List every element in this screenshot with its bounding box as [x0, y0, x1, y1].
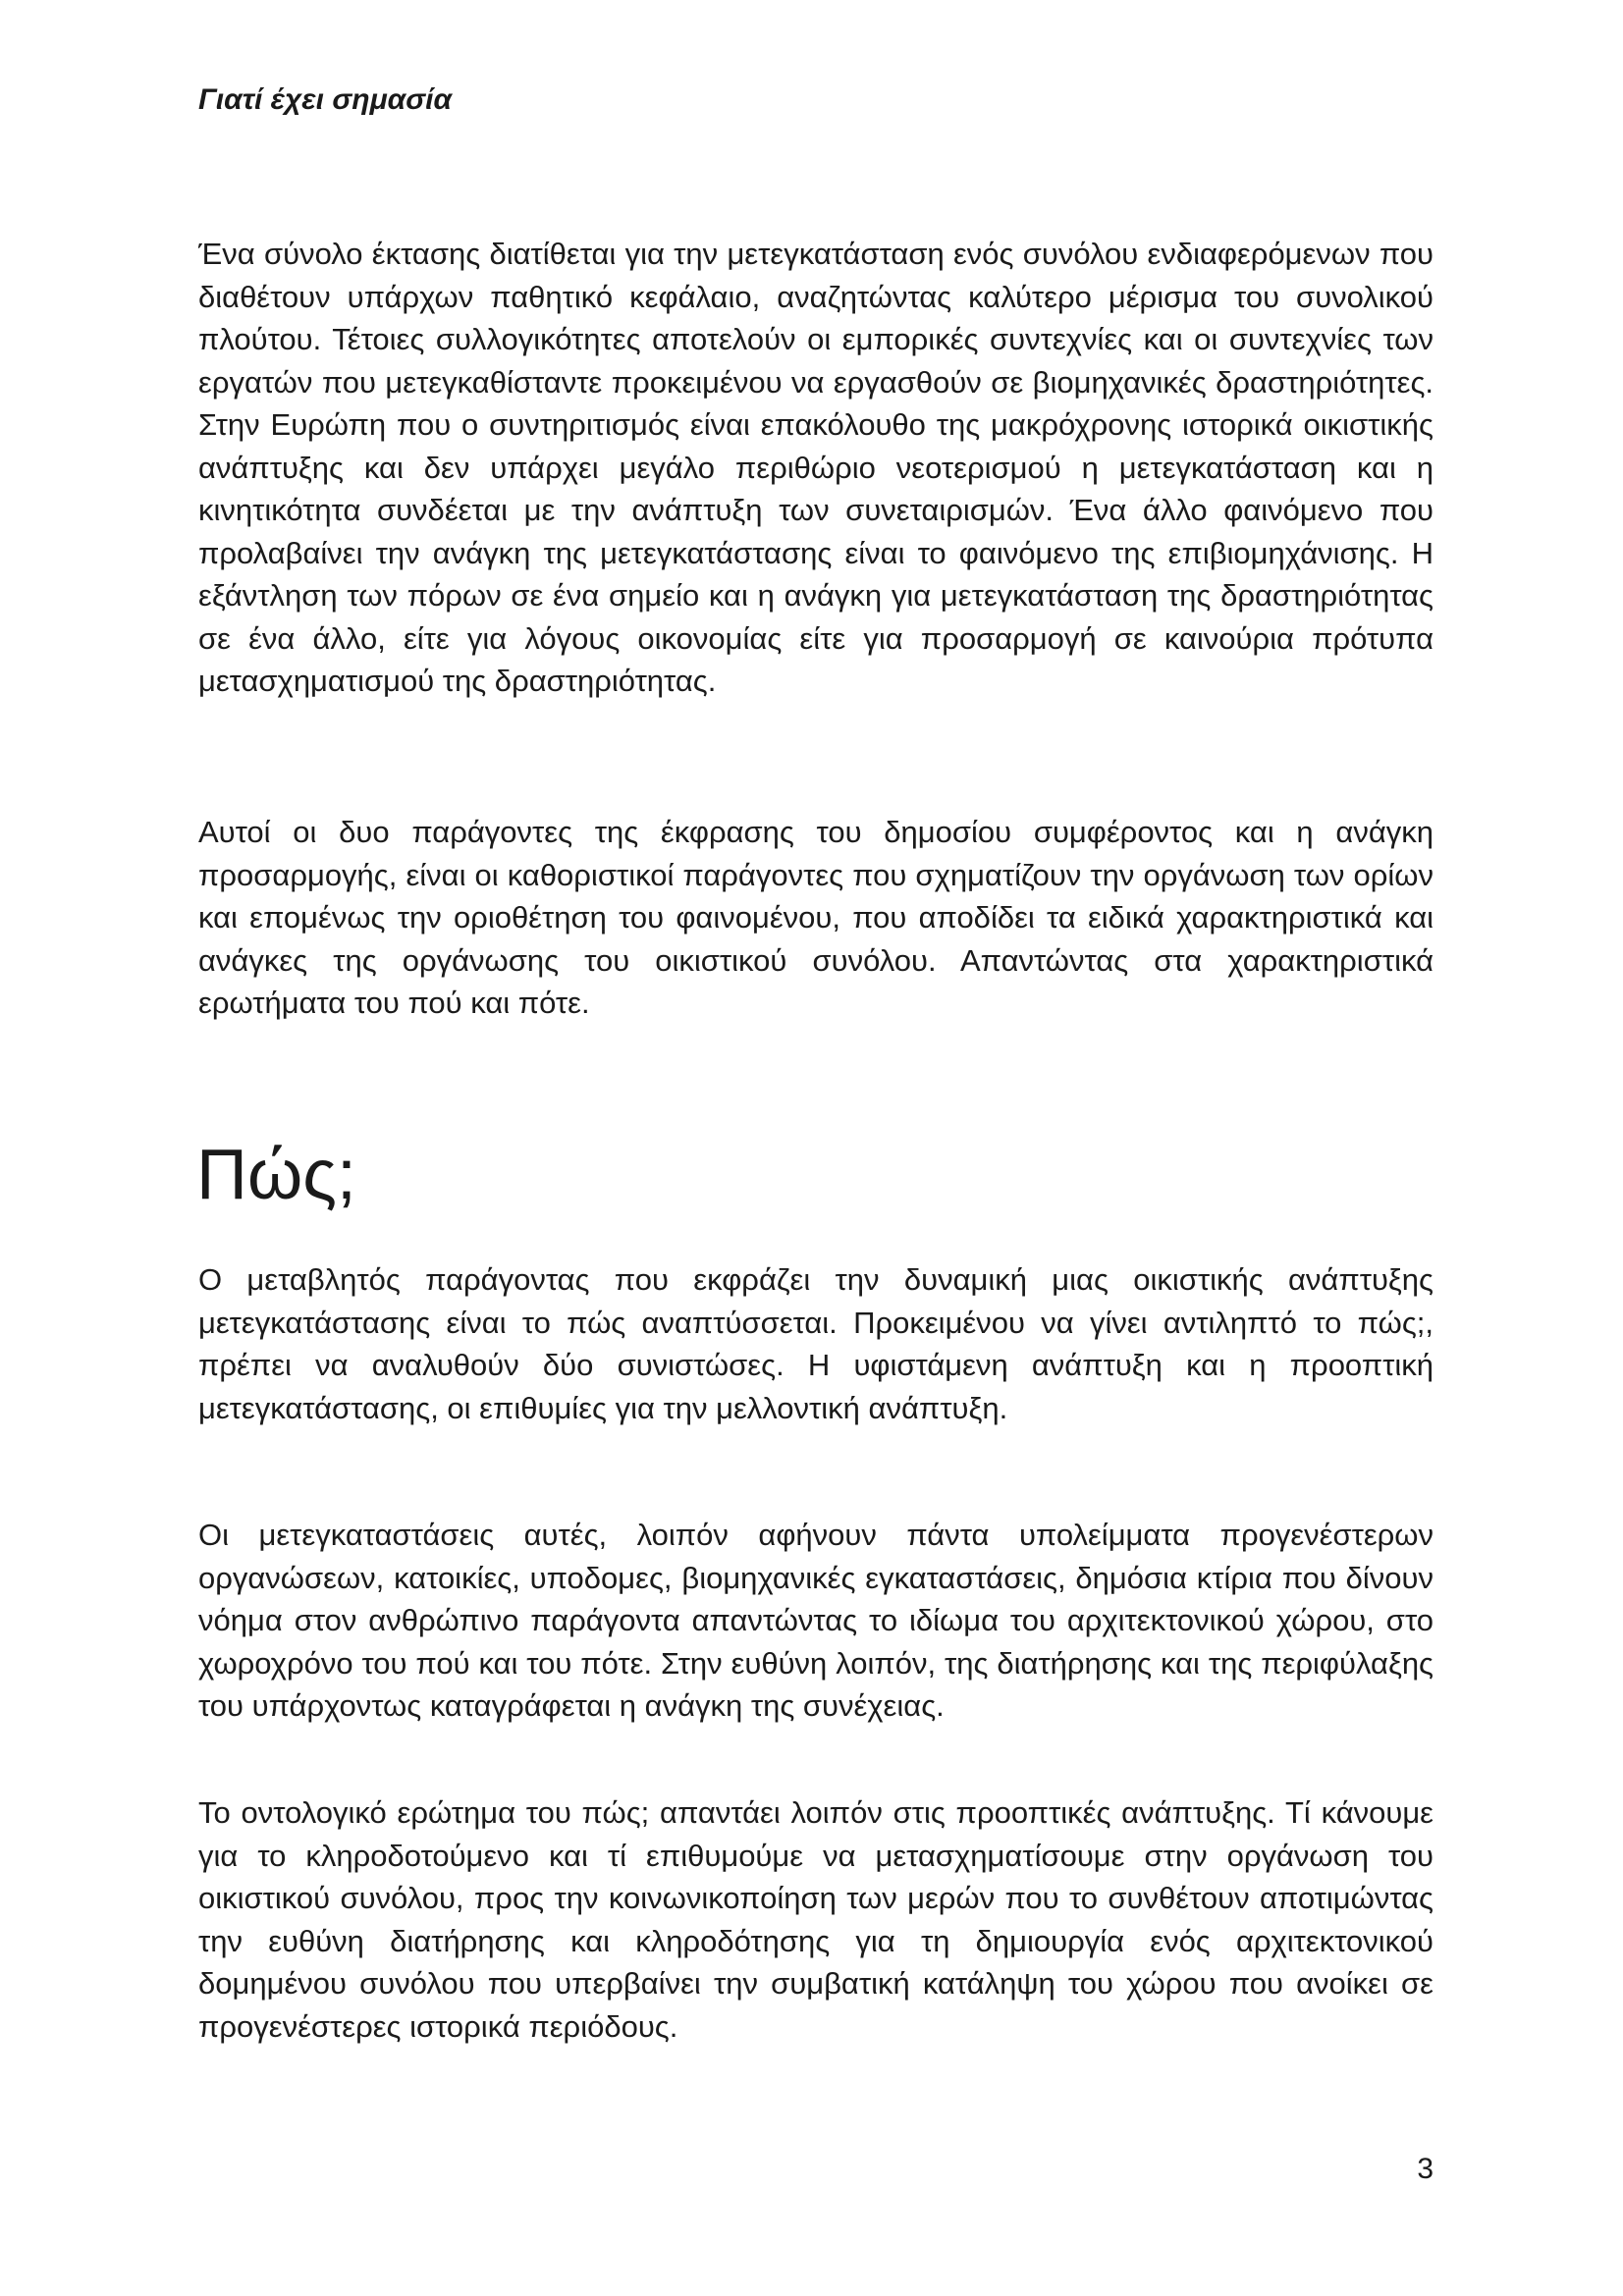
body-paragraph: Ο μεταβλητός παράγοντας που εκφράζει την δυναμική μιας οικιστικής ανάπτυξης μετεγκατάστασης είναι το πώς αναπτύσσεται. Προκειμένου να γίνει αντιληπτό το πώς;, πρέπει να αναλυθούν δύο συνιστώσες. Η υφιστάμενη ανάπτυξη και η προοπτική μετεγκατάστασης, οι επιθυμίες για την μελλοντική ανάπτυξη.	[198, 1262, 1434, 1425]
body-paragraph: Αυτοί οι δυο παράγοντες της έκφρασης του δημοσίου συμφέροντος και η ανάγκη προσαρμογής, είναι οι καθοριστικοί παράγοντες που σχηματίζουν την οργάνωση των ορίων και επομένως την οριοθέτηση του φαινομένου, που αποδίδει τα ειδικά χαρακτηριστικά και ανάγκες της οργάνωσης του οικιστικού συνόλου. Απαντώντας στα χαρακτηριστικά ερωτήματα του πού και πότε.	[198, 815, 1434, 1020]
section-heading: Πώς;	[196, 1136, 356, 1214]
body-paragraph: Ένα σύνολο έκτασης διατίθεται για την μετεγκατάσταση ενός συνόλου ενδιαφερόμενων που διαθέτουν υπάρχων παθητικό κεφάλαιο, αναζητώντας καλύτερο μέρισμα του συνολικού πλούτου. Τέτοιες συλλογικότητες αποτελούν οι εμπορικές συντεχνίες και οι συντεχνίες των εργατών που μετεγκαθίσταντε προκειμένου να εργασθούν σε βιομηχανικές δραστηριότητες. Στην Ευρώπη που ο συντηριτισμός είναι επακόλουθο της μακρόχρονης ιστορικά οικιστικής ανάπτυξης και δεν υπάρχει μεγάλο περιθώριο νεοτερισμού η μετεγκατάσταση και η κινητικότητα συνδέεται με την ανάπτυξη των συνεταιρισμών. Ένα άλλο φαινόμενο που προλαβαίνει την ανάγκη της μετεγκατάστασης είναι το φαινόμενο της επιβιομηχάνισης. Η εξάντληση των πόρων σε ένα σημείο και η ανάγκη για μετεγκατάσταση της δραστηριότητας σε ένα άλλο, είτε για λόγους οικονομίας είτε για προσαρμογή σε καινούρια πρότυπα μετασχηματισμού της δραστηριότητας.	[198, 237, 1434, 698]
page-number: 3	[1417, 2153, 1434, 2185]
running-header-title: Γιατί έχει σημασία	[198, 83, 453, 116]
body-paragraph: Το οντολογικό ερώτημα του πώς; απαντάει λοιπόν στις προοπτικές ανάπτυξης. Τί κάνουμε για το κληροδοτούμενο και τί επιθυμούμε να μετασχηματίσουμε στην οργάνωση του οικιστικού συνόλου, προς την κοινωνικοποίηση των μερών που το συνθέτουν αποτιμώντας την ευθύνη διατήρησης και κληροδότησης για τη δημιουργία ενός αρχιτεκτονικού δομημένου συνόλου που υπερβαίνει την συμβατική κατάληψη του χώρου που ανοίκει σε προγενέστερες ιστορικά περιόδους.	[198, 1795, 1434, 2044]
body-paragraph: Οι μετεγκαταστάσεις αυτές, λοιπόν αφήνουν πάντα υπολείμματα προγενέστερων οργανώσεων, κατοικίες, υποδομες, βιομηχανικές εγκαταστάσεις, δημόσια κτίρια που δίνουν νόημα στον ανθρώπινο παράγοντα απαντώντας το ιδίωμα του αρχιτεκτονικού χώρου, στο χωροχρόνο του πού και του πότε. Στην ευθύνη λοιπόν, της διατήρησης και της περιφύλαξης του υπάρχοντως καταγράφεται η ανάγκη της συνέχειας.	[198, 1518, 1434, 1723]
